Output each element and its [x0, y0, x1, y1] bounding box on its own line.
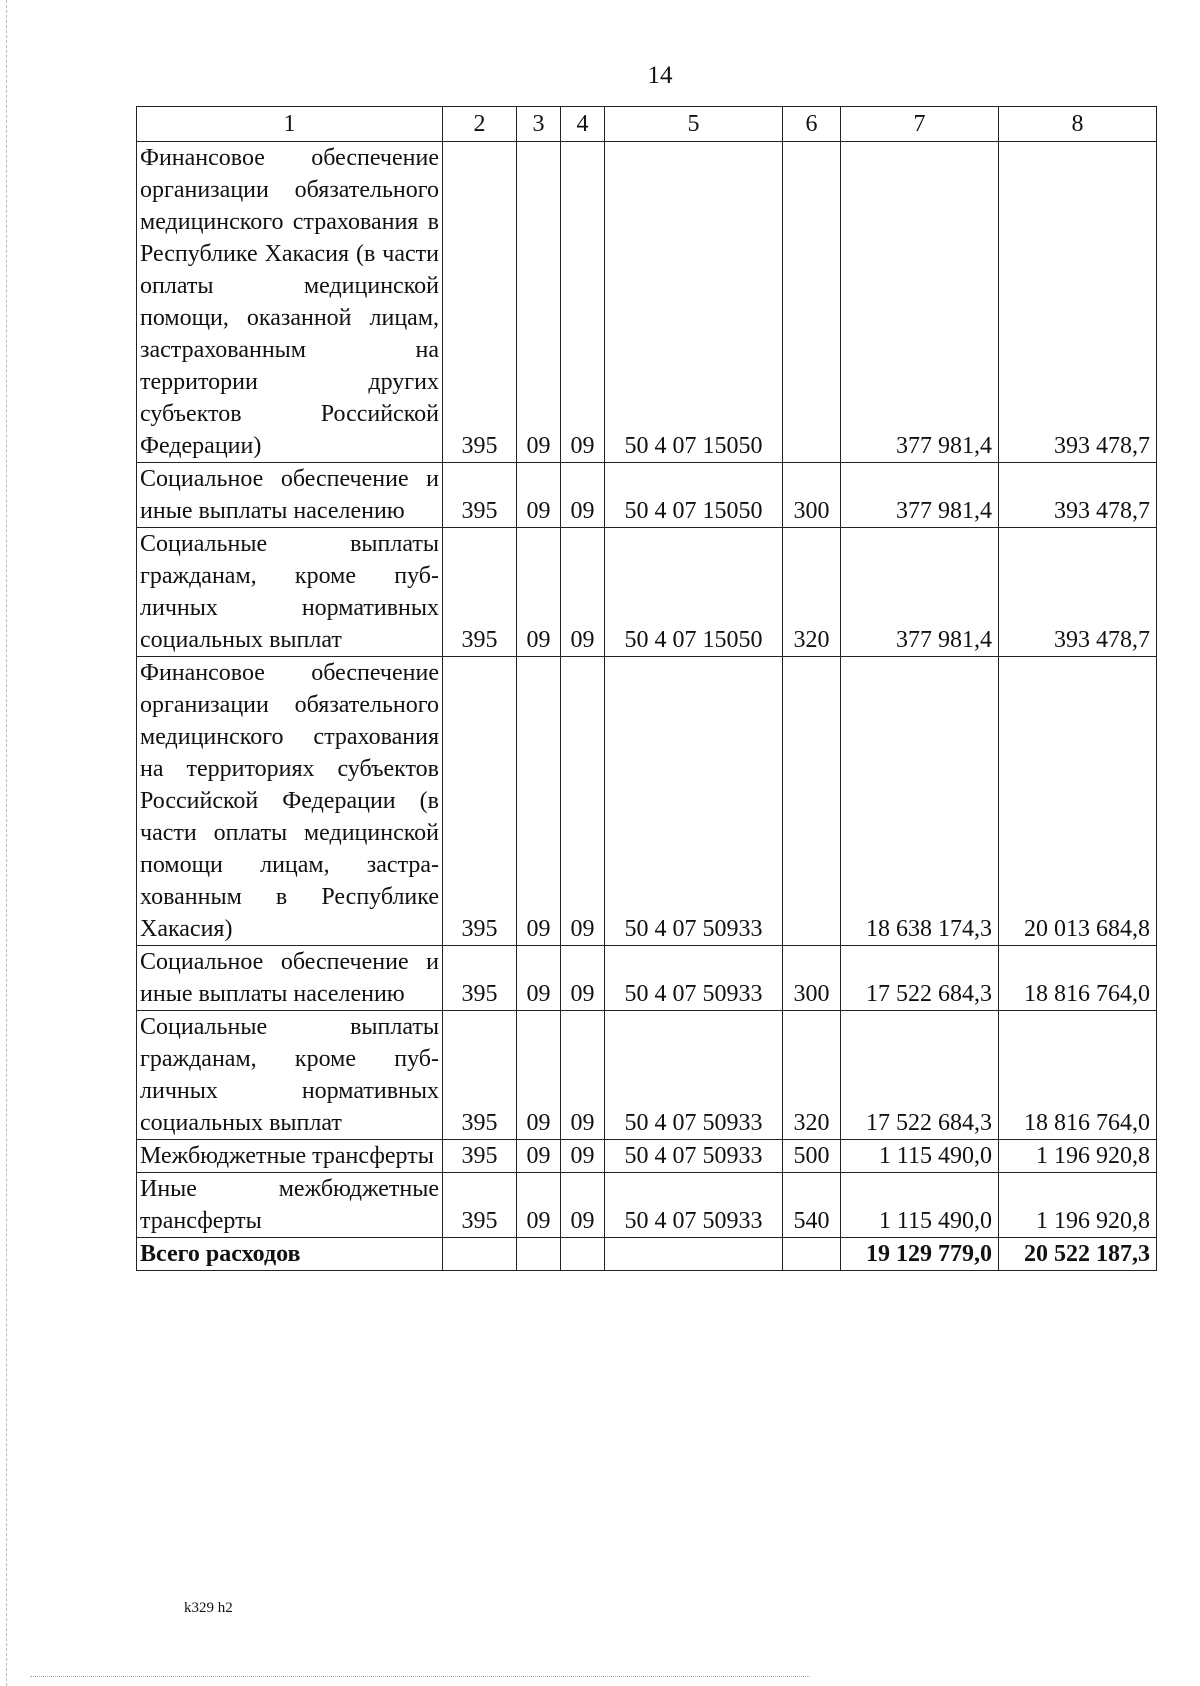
code-cell: 500 [783, 1140, 841, 1173]
code-cell: 395 [443, 1011, 517, 1140]
header-cell: 3 [517, 107, 561, 142]
amount-cell: 393 478,7 [999, 142, 1157, 463]
total-amount-cell: 20 522 187,3 [999, 1238, 1157, 1271]
code-cell: 395 [443, 946, 517, 1011]
code-cell: 300 [783, 946, 841, 1011]
scan-margin-line [6, 0, 8, 1686]
table-body [137, 107, 1157, 1271]
table-row [137, 657, 1157, 946]
amount-cell: 20 013 684,8 [999, 657, 1157, 946]
amount-cell: 18 816 764,0 [999, 1011, 1157, 1140]
amount-cell: 393 478,7 [999, 528, 1157, 657]
amount-cell: 377 981,4 [841, 528, 999, 657]
code-cell: 09 [517, 528, 561, 657]
code-cell: 395 [443, 142, 517, 463]
row-name-cell: Межбюджетные трансферты [137, 1140, 443, 1173]
code-cell: 395 [443, 1173, 517, 1238]
code-cell: 09 [517, 1011, 561, 1140]
code-cell [783, 142, 841, 463]
code-cell: 50 4 07 50933 [605, 946, 783, 1011]
row-name-cell: Социальные выплаты гражданам, кроме публичных нормативных социальных выплат [137, 1011, 443, 1140]
scan-bottom-line [30, 1676, 810, 1677]
footer-document-code: k329 h2 [184, 1600, 233, 1616]
header-cell: 5 [605, 107, 783, 142]
code-cell: 320 [783, 1011, 841, 1140]
header-cell: 1 [137, 107, 443, 142]
table-row [137, 1173, 1157, 1238]
code-cell: 09 [561, 1140, 605, 1173]
code-cell [783, 657, 841, 946]
code-cell: 395 [443, 657, 517, 946]
table-row [137, 528, 1157, 657]
code-cell: 50 4 07 50933 [605, 1140, 783, 1173]
row-name-cell: Финансовое обеспечение организации обязательного медицинского страхования в Республике Хакасия (в части оплаты медицинской помощи, оказанной лицам, застрахованным на территории других субъектов Российской Федерации) [137, 142, 443, 463]
code-cell: 50 4 07 50933 [605, 1011, 783, 1140]
code-cell: 09 [561, 657, 605, 946]
amount-cell: 1 115 490,0 [841, 1140, 999, 1173]
code-cell: 09 [517, 946, 561, 1011]
header-cell: 6 [783, 107, 841, 142]
amount-cell: 18 638 174,3 [841, 657, 999, 946]
amount-cell: 1 115 490,0 [841, 1173, 999, 1238]
amount-cell: 393 478,7 [999, 463, 1157, 528]
amount-cell: 1 196 920,8 [999, 1140, 1157, 1173]
code-cell: 09 [561, 463, 605, 528]
amount-cell: 17 522 684,3 [841, 1011, 999, 1140]
code-cell: 320 [783, 528, 841, 657]
amount-cell: 17 522 684,3 [841, 946, 999, 1011]
page-number: 14 [647, 62, 673, 89]
code-cell: 395 [443, 528, 517, 657]
code-cell: 395 [443, 463, 517, 528]
code-cell: 09 [517, 657, 561, 946]
code-cell: 09 [561, 528, 605, 657]
empty-cell [561, 1238, 605, 1271]
row-name-cell: Социальное обеспечение и иные выплаты населению [137, 946, 443, 1011]
code-cell: 09 [517, 1140, 561, 1173]
code-cell: 50 4 07 50933 [605, 657, 783, 946]
table-row [137, 946, 1157, 1011]
header-cell: 8 [999, 107, 1157, 142]
code-cell: 50 4 07 15050 [605, 528, 783, 657]
row-name-cell: Социальные выплаты гражданам, кроме публичных нормативных социальных выплат [137, 528, 443, 657]
code-cell: 09 [517, 1173, 561, 1238]
code-cell: 09 [561, 1173, 605, 1238]
row-name-cell: Иные межбюджетные трансферты [137, 1173, 443, 1238]
table-header-row [137, 107, 1157, 142]
amount-cell: 1 196 920,8 [999, 1173, 1157, 1238]
table-row [137, 142, 1157, 463]
code-cell: 300 [783, 463, 841, 528]
amount-cell: 377 981,4 [841, 463, 999, 528]
code-cell: 09 [517, 463, 561, 528]
empty-cell [605, 1238, 783, 1271]
amount-cell: 18 816 764,0 [999, 946, 1157, 1011]
budget-table [136, 106, 1157, 1271]
header-cell: 4 [561, 107, 605, 142]
code-cell: 540 [783, 1173, 841, 1238]
table-row [137, 1011, 1157, 1140]
table-row [137, 463, 1157, 528]
total-row [137, 1238, 1157, 1271]
total-label: Всего расходов [137, 1238, 443, 1271]
code-cell: 50 4 07 50933 [605, 1173, 783, 1238]
table-row [137, 1140, 1157, 1173]
code-cell: 09 [561, 142, 605, 463]
row-name-cell: Финансовое обеспечение организации обязательного медицинского страхования на территориях субъектов Российской Федерации (в части оплаты медицинской помощи лицам, застрахованным в Республике Хакасия) [137, 657, 443, 946]
empty-cell [783, 1238, 841, 1271]
empty-cell [443, 1238, 517, 1271]
amount-cell: 377 981,4 [841, 142, 999, 463]
code-cell: 395 [443, 1140, 517, 1173]
code-cell: 50 4 07 15050 [605, 142, 783, 463]
empty-cell [517, 1238, 561, 1271]
row-name-cell: Социальное обеспечение и иные выплаты населению [137, 463, 443, 528]
code-cell: 50 4 07 15050 [605, 463, 783, 528]
code-cell: 09 [561, 1011, 605, 1140]
code-cell: 09 [561, 946, 605, 1011]
code-cell: 09 [517, 142, 561, 463]
total-amount-cell: 19 129 779,0 [841, 1238, 999, 1271]
header-cell: 7 [841, 107, 999, 142]
header-cell: 2 [443, 107, 517, 142]
